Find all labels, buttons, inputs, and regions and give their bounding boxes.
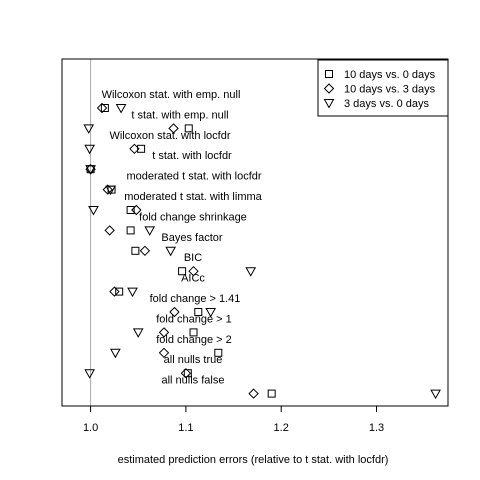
data-point-triangle-down [134, 329, 143, 337]
legend-entry: 10 days vs. 3 days [344, 83, 436, 96]
data-point-square [127, 207, 134, 214]
method-label: all nulls false [161, 374, 225, 387]
data-point-diamond [249, 389, 258, 398]
x-axis [83, 406, 384, 434]
data-points [84, 104, 440, 399]
method-label: moderated t stat. with locfdr [126, 170, 262, 183]
data-point-triangle-down [117, 105, 126, 113]
data-point-square [101, 105, 108, 112]
method-labels [102, 89, 263, 387]
method-label: fold change shrinkage [139, 211, 247, 224]
method-label: Bayes factor [161, 231, 223, 244]
data-point-triangle-down [145, 227, 154, 235]
legend-entry: 10 days vs. 0 days [344, 69, 436, 81]
method-label: Wilcoxon stat. with emp. null [101, 89, 241, 101]
data-point-square [268, 390, 275, 397]
data-point-triangle-down [84, 125, 93, 133]
legend-entry: 3 days vs. 0 days [344, 98, 429, 110]
data-point-triangle-down [246, 268, 255, 276]
x-axis-label: estimated prediction errors (relative to t stat. with locfdr) [117, 454, 389, 466]
method-label: BIC [183, 252, 203, 265]
x-tick-label: 1.1 [178, 422, 194, 434]
data-point-diamond [140, 246, 149, 255]
data-point-triangle-down [85, 145, 94, 153]
data-point-triangle-down [431, 390, 440, 398]
data-point-triangle-down [128, 288, 137, 296]
legend [318, 60, 448, 116]
data-point-triangle-down [85, 370, 94, 378]
x-tick-label: 1.0 [82, 422, 99, 434]
x-tick-label: 1.2 [273, 422, 289, 434]
method-label: all nulls true [163, 354, 223, 367]
method-label: moderated t stat. with limma [124, 191, 262, 203]
data-point-triangle-down [166, 247, 175, 255]
method-label: fold change > 1.41 [149, 293, 241, 305]
x-tick-label: 1.3 [368, 422, 385, 434]
method-label: t stat. with locfdr [152, 150, 232, 163]
data-point-diamond [105, 226, 114, 235]
method-label: Wilcoxon stat. with locfdr [109, 129, 231, 142]
data-point-square [132, 247, 139, 254]
method-label: fold change > 2 [156, 333, 232, 346]
method-label: AICc [181, 272, 205, 285]
method-label: fold change > 1 [156, 313, 232, 326]
data-point-triangle-down [111, 349, 120, 357]
data-point-square [127, 227, 134, 234]
method-label: t stat. with emp. null [131, 109, 229, 122]
